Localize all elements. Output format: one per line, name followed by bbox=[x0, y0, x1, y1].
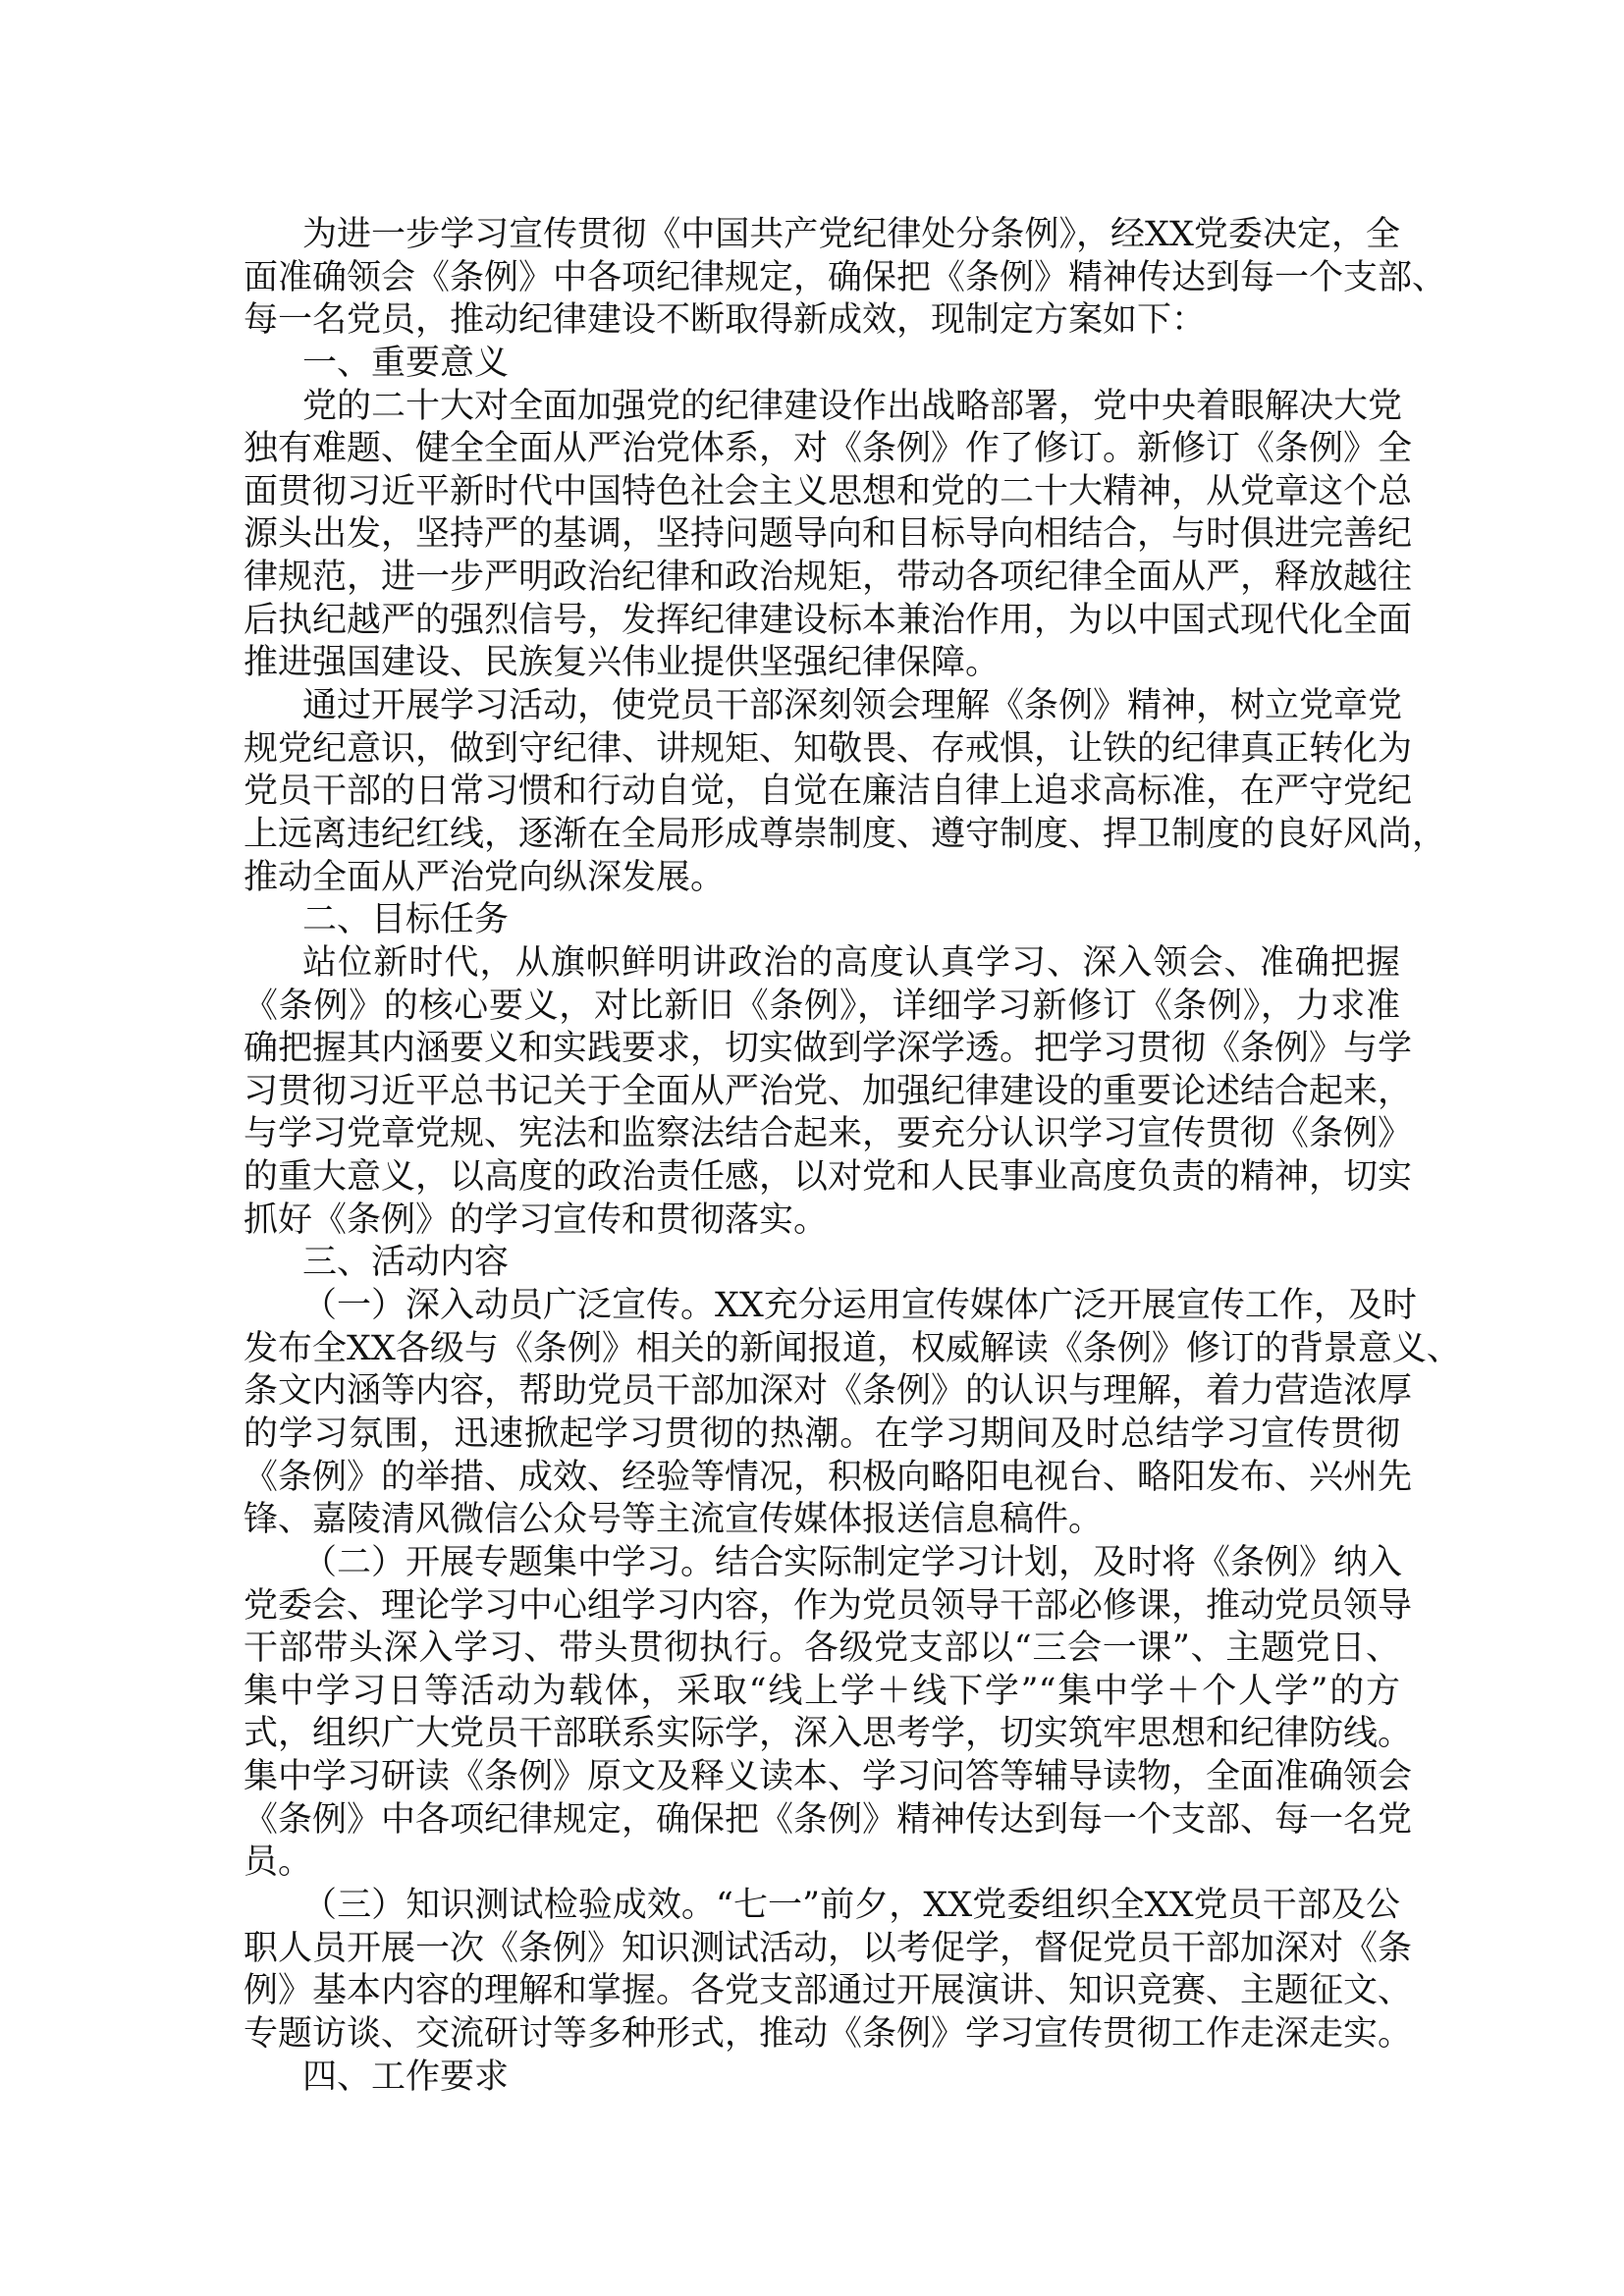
text-line: 律规范，进一步严明政治纪律和政治规矩，带动各项纪律全面从严，释放越往 bbox=[244, 558, 1413, 598]
section-heading bbox=[244, 343, 1400, 386]
text-line: 《条例》的举措、成效、经验等情况，积极向略阳电视台、略阳发布、兴州先 bbox=[244, 1457, 1413, 1497]
section-heading bbox=[244, 899, 1400, 942]
text-line: 源头出发，坚持严的基调，坚持问题导向和目标导向相结合，与时俱进完善纪 bbox=[244, 514, 1413, 555]
text-line: 为进一步学习宣传贯彻《中国共产党纪律处分条例》，经XX党委决定，全 bbox=[302, 215, 1400, 254]
text-line: 上远离违纪红线，逐渐在全局形成尊崇制度、遵守制度、捍卫制度的良好风尚， bbox=[244, 814, 1447, 854]
text-line: 习贯彻习近平总书记关于全面从严治党、加强纪律建设的重要论述结合起来， bbox=[244, 1071, 1413, 1111]
text-line: 面贯彻习近平新时代中国特色社会主义思想和党的二十大精神，从党章这个总 bbox=[244, 471, 1413, 511]
text-line: 面准确领会《条例》中各项纪律规定，确保把《条例》精神传达到每一个支部、 bbox=[244, 257, 1447, 297]
text-line: 规党纪意识，做到守纪律、讲规矩、知敬畏、存戒惧，让铁的纪律真正转化为 bbox=[244, 728, 1413, 769]
heading-text: 一、重要意义 bbox=[302, 343, 510, 383]
document-body bbox=[244, 214, 1461, 2099]
text-line: 推动全面从严治党向纵深发展。 bbox=[244, 857, 726, 897]
text-line: 集中学习研读《条例》原文及释义读本、学习问答等辅导读物，全面准确领会 bbox=[244, 1757, 1413, 1797]
paragraph bbox=[244, 942, 1413, 1242]
paragraph bbox=[244, 1542, 1413, 1885]
text-line: 的重大意义，以高度的政治责任感，以对党和人民事业高度负责的精神，切实 bbox=[244, 1157, 1413, 1198]
text-line: 党的二十大对全面加强党的纪律建设作出战略部署，党中央着眼解决大党 bbox=[302, 386, 1403, 426]
text-line: 例》基本内容的理解和掌握。各党支部通过开展演讲、知识竞赛、主题征文、 bbox=[244, 1971, 1413, 2011]
text-line: 集中学习日等活动为载体，采取“线上学＋线下学”“集中学＋个人学”的方 bbox=[244, 1671, 1400, 1711]
text-line: 的学习氛围，迅速掀起学习贯彻的热潮。在学习期间及时总结学习宣传贯彻 bbox=[244, 1414, 1400, 1454]
text-line: 独有难题、健全全面从严治党体系，对《条例》作了修订。新修订《条例》全 bbox=[244, 429, 1413, 469]
paragraph bbox=[244, 214, 1447, 343]
paragraph bbox=[244, 1285, 1461, 1542]
text-line: 《条例》的核心要义，对比新旧《条例》，详细学习新修订《条例》，力求准 bbox=[244, 986, 1400, 1026]
heading-text: 三、活动内容 bbox=[302, 1243, 510, 1283]
text-line: 确把握其内涵要义和实践要求，切实做到学深学透。把学习贯彻《条例》与学 bbox=[244, 1029, 1413, 1069]
text-line: （二）开展专题集中学习。结合实际制定学习计划，及时将《条例》纳入 bbox=[302, 1542, 1403, 1582]
text-line: 锋、嘉陵清风微信公众号等主流宣传媒体报送信息稿件。 bbox=[244, 1500, 1104, 1540]
text-line: 职人员开展一次《条例》知识测试活动，以考促学，督促党员干部加深对《条 bbox=[244, 1928, 1413, 1968]
text-line: （一）深入动员广泛宣传。XX充分运用宣传媒体广泛开展宣传工作，及时 bbox=[302, 1286, 1417, 1326]
text-line: 党员干部的日常习惯和行动自觉，自觉在廉洁自律上追求高标准，在严守党纪 bbox=[244, 772, 1413, 812]
text-line: 站位新时代，从旗帜鲜明讲政治的高度认真学习、深入领会、准确把握 bbox=[302, 942, 1400, 983]
text-line: 员。 bbox=[244, 1842, 313, 1883]
section-heading bbox=[244, 2056, 1400, 2100]
text-line: 干部带头深入学习、带头贯彻执行。各级党支部以“三会一课”、主题党日、 bbox=[244, 1629, 1400, 1669]
text-line: 发布全XX各级与《条例》相关的新闻报道，权威解读《条例》修订的背景意义、 bbox=[244, 1328, 1461, 1368]
text-line: 专题访谈、交流研讨等多种形式，推动《条例》学习宣传贯彻工作走深走实。 bbox=[244, 2013, 1413, 2054]
text-line: 每一名党员，推动纪律建设不断取得新成效，现制定方案如下： bbox=[244, 300, 1207, 341]
text-line: 推进强国建设、民族复兴伟业提供坚强纪律保障。 bbox=[244, 643, 1001, 683]
section-heading bbox=[244, 1242, 1400, 1285]
text-line: 通过开展学习活动，使党员干部深刻领会理解《条例》精神，树立党章党 bbox=[302, 686, 1403, 726]
text-line: 抓好《条例》的学习宣传和贯彻落实。 bbox=[244, 1200, 829, 1240]
text-line: 党委会、理论学习中心组学习内容，作为党员领导干部必修课，推动党员领导 bbox=[244, 1585, 1413, 1626]
paragraph bbox=[244, 685, 1447, 899]
heading-text: 四、工作要求 bbox=[302, 2056, 510, 2097]
text-line: 与学习党章党规、宪法和监察法结合起来，要充分认识学习宣传贯彻《条例》 bbox=[244, 1114, 1413, 1154]
text-line: （三）知识测试检验成效。“七一”前夕，XX党委组织全XX党员干部及公 bbox=[302, 1885, 1400, 1925]
text-line: 式，组织广大党员干部联系实际学，深入思考学，切实筑牢思想和纪律防线。 bbox=[244, 1714, 1413, 1754]
text-line: 《条例》中各项纪律规定，确保把《条例》精神传达到每一个支部、每一名党 bbox=[244, 1799, 1413, 1840]
text-line: 后执纪越严的强烈信号，发挥纪律建设标本兼治作用，为以中国式现代化全面 bbox=[244, 600, 1413, 640]
paragraph bbox=[244, 386, 1413, 685]
heading-text: 二、目标任务 bbox=[302, 900, 510, 940]
paragraph bbox=[244, 1885, 1413, 2056]
text-line: 条文内涵等内容，帮助党员干部加深对《条例》的认识与理解，着力营造浓厚 bbox=[244, 1371, 1413, 1412]
